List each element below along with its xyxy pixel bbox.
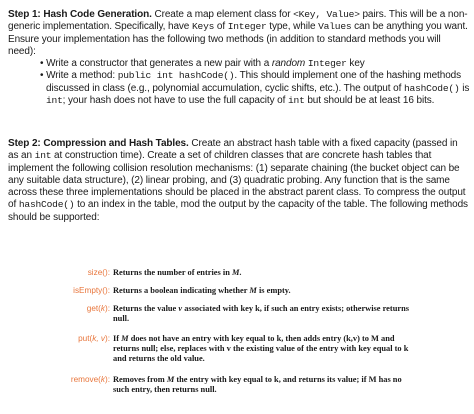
method-description: Removes from M the entry with key equal to k, and returns its value; if M has no such entry, then returns null. bbox=[113, 375, 402, 394]
step1-paragraph: Step 1: Hash Code Generation. Create a map element class for <Key, Value> pairs. This will be a non-generic implementation. Specifically, have Keys of Integer type, while Values can be anything you want. Ensure your implementation has the following two methods (in addition to standard methods you will need): • Write a constructor that generates a new pair with a random Integer key • Write a method: public int hashCode(). This should implement one of the hashing methods discussed in class (e.g., polynomial accumulation, cyclic shifts, etc.). The output of hashCode() is int; your hash does not have to use the full capacity of int but should be at least 16 bits. bbox=[8, 9, 470, 107]
method-description: Returns a boolean indicating whether M is empty. bbox=[113, 286, 291, 295]
step2-heading: Step 2: Compression and Hash Tables. bbox=[8, 138, 189, 149]
method-description: Returns the number of entries in M. bbox=[113, 268, 242, 277]
method-signature: remove(k): bbox=[70, 375, 110, 384]
step1-bullet-hashcode: • Write a method: public int hashCode(). This should implement one of the hashing methods discussed in class (e.g., polynomial accumulation, cyclic shifts, etc.). The output of hashCode() is int; your hash does not have to use the full capacity of int but should be at least 16 bits. bbox=[40, 70, 470, 107]
method-description: If M does not have an entry with key equal to k, then adds entry (k,v) to M and returns null; else, replaces with v the existing value of the entry with key equal to k and returns the old value. bbox=[113, 334, 409, 363]
step2-paragraph: Step 2: Compression and Hash Tables. Create an abstract hash table with a fixed capacity (passed in as an int at construction time). Create a set of children classes that are concrete hash tables that implement the following collision resolution mechanisms: (1) separate chaining (the bucket object can be any suitable data structure), (2) linear probing, and (3) quadratic probing. Any function that is the same across these three implementations should be placed in the abstract parent class. To compress the output of hashCode() to an index in the table, mod the output by the capacity of the table. The following methods should be supported: bbox=[8, 138, 468, 223]
step1-heading: Step 1: Hash Code Generation. bbox=[8, 9, 152, 20]
method-description: Returns the value v associated with key k, if such an entry exists; otherwise returns null. bbox=[113, 304, 409, 323]
method-signature: get(k): bbox=[86, 304, 110, 313]
method-signature: put(k, v): bbox=[78, 334, 110, 343]
method-signature: isEmpty(): bbox=[73, 286, 110, 295]
step1-bullet-constructor: • Write a constructor that generates a new pair with a random Integer key bbox=[40, 58, 365, 70]
method-signature: size(): bbox=[87, 268, 110, 277]
